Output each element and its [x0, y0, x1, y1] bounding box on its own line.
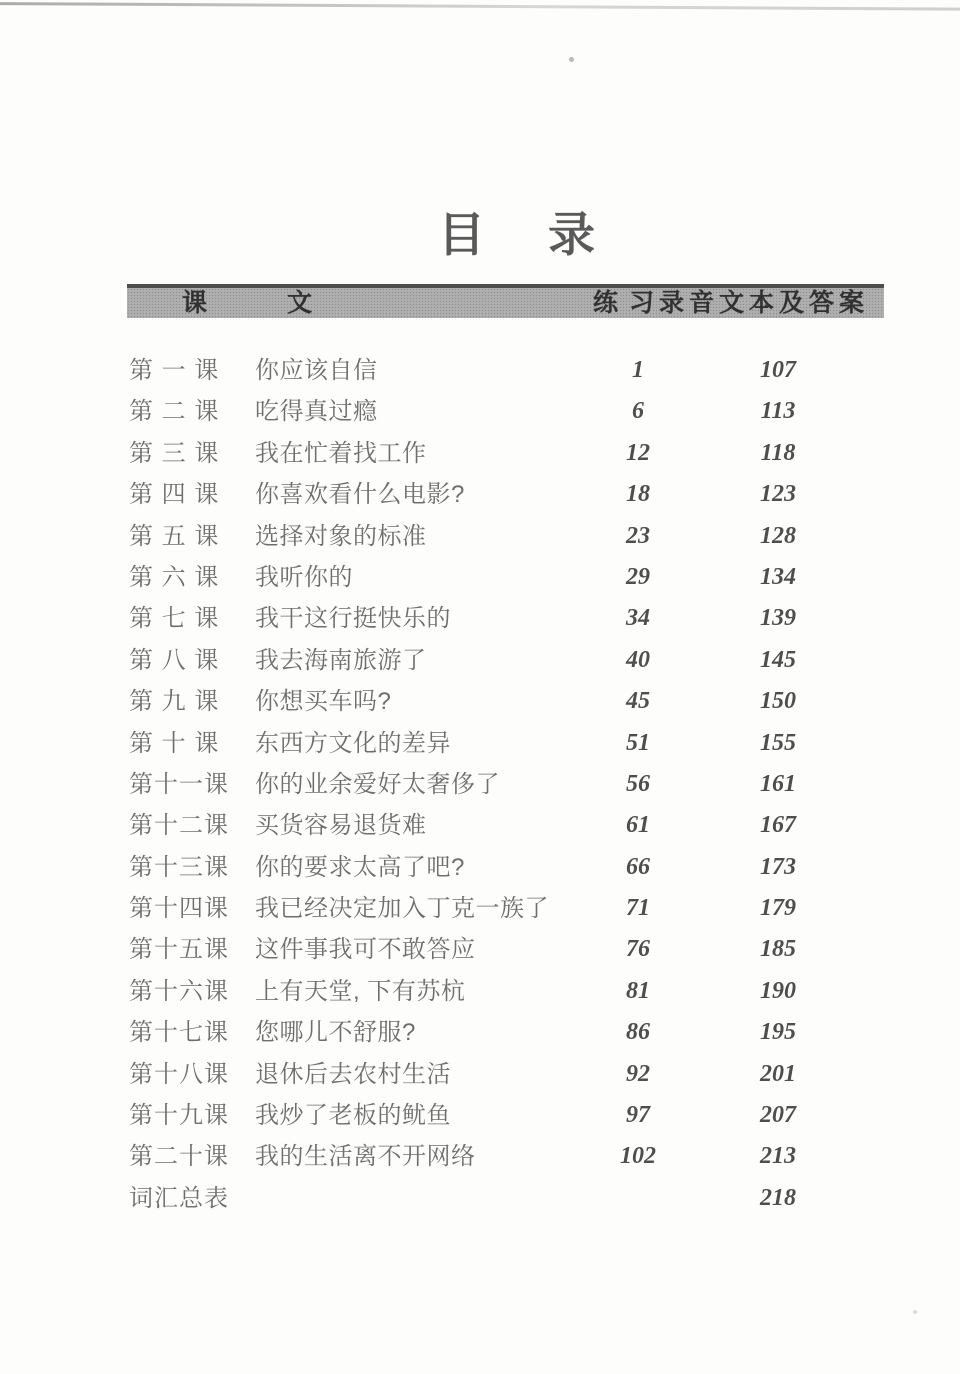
toc-row — [0, 516, 960, 557]
lesson-number: 第 九 课 — [129, 688, 220, 716]
toc-row — [0, 929, 960, 970]
toc-row — [0, 1054, 960, 1095]
toc-row — [0, 1012, 960, 1053]
lesson-title: 我在忙着找工作 — [255, 439, 427, 467]
recording-page-number: 113 — [760, 398, 796, 425]
scan-speck — [913, 1310, 917, 1314]
recording-page-number: 173 — [760, 853, 796, 880]
exercise-page-number: 97 — [626, 1102, 650, 1129]
header-text-label: 文 — [287, 289, 313, 317]
lesson-title: 我听你的 — [255, 563, 353, 591]
lesson-title: 您哪儿不舒服? — [255, 1019, 416, 1047]
exercise-page-number: 6 — [632, 398, 644, 425]
exercise-page-number: 92 — [626, 1060, 650, 1087]
exercise-page-number: 45 — [626, 688, 650, 715]
lesson-number: 第十三课 — [129, 853, 229, 881]
toc-header-bar — [127, 284, 884, 318]
recording-page-number: 218 — [760, 1184, 796, 1211]
recording-page-number: 139 — [760, 605, 796, 632]
lesson-number: 第十二课 — [129, 812, 229, 840]
lesson-number: 第二十课 — [129, 1143, 229, 1171]
toc-row — [0, 764, 960, 805]
lesson-number: 第十六课 — [129, 977, 229, 1005]
header-recording-label: 录音文本及答案 — [659, 289, 870, 317]
scan-edge-artifact — [0, 2, 960, 11]
toc-row — [0, 1095, 960, 1136]
exercise-page-number: 61 — [626, 812, 650, 839]
recording-page-number: 207 — [760, 1102, 796, 1129]
header-exercise-label: 练 习 — [593, 289, 656, 317]
lesson-number: 第十八课 — [129, 1060, 229, 1088]
toc-row — [0, 474, 960, 515]
recording-page-number: 107 — [760, 357, 796, 383]
recording-page-number: 179 — [760, 895, 796, 922]
recording-page-number: 155 — [760, 729, 796, 756]
exercise-page-number: 40 — [626, 646, 650, 673]
toc-row — [0, 805, 960, 846]
exercise-page-number: 51 — [626, 729, 650, 756]
toc-row — [0, 557, 960, 598]
recording-page-number: 150 — [760, 688, 796, 715]
lesson-title: 我的生活离不开网络 — [255, 1143, 476, 1171]
lesson-number: 第 六 课 — [129, 563, 220, 591]
recording-page-number: 161 — [760, 770, 796, 797]
lesson-number: 第十一课 — [129, 770, 229, 798]
exercise-page-number: 86 — [626, 1019, 650, 1046]
recording-page-number: 190 — [760, 977, 796, 1004]
lesson-number: 第十五课 — [129, 936, 229, 964]
lesson-title: 买货容易退货难 — [255, 812, 427, 840]
exercise-page-number: 1 — [632, 357, 644, 383]
recording-page-number: 213 — [760, 1143, 796, 1170]
lesson-title: 你的业余爱好太奢侈了 — [255, 770, 500, 798]
exercise-page-number: 23 — [626, 522, 650, 549]
page-title: 目 录 — [438, 208, 610, 261]
recording-page-number: 167 — [760, 812, 796, 839]
recording-page-number: 195 — [760, 1019, 796, 1046]
lesson-title: 我已经决定加入丁克一族了 — [255, 895, 549, 923]
lesson-title: 你想买车吗? — [255, 688, 392, 716]
lesson-number: 词汇总表 — [129, 1184, 229, 1212]
header-lesson-label: 课 — [182, 289, 208, 317]
lesson-title: 吃得真过瘾 — [255, 398, 378, 426]
lesson-number: 第 七 课 — [129, 605, 220, 633]
recording-page-number: 185 — [760, 936, 796, 963]
toc-row — [0, 971, 960, 1012]
toc-row — [0, 598, 960, 639]
lesson-number: 第十四课 — [129, 895, 229, 923]
exercise-page-number: 12 — [626, 439, 650, 466]
exercise-page-number: 76 — [626, 936, 650, 963]
lesson-title: 我去海南旅游了 — [255, 646, 427, 674]
lesson-number: 第 十 课 — [129, 729, 220, 757]
lesson-title: 你喜欢看什么电影? — [255, 481, 465, 509]
toc-row — [0, 681, 960, 722]
lesson-number: 第 五 课 — [129, 522, 220, 550]
lesson-title: 我干这行挺快乐的 — [255, 605, 451, 633]
lesson-title: 这件事我可不敢答应 — [255, 936, 476, 964]
lesson-number: 第 二 课 — [129, 398, 220, 426]
recording-page-number: 123 — [760, 481, 796, 508]
exercise-page-number: 56 — [626, 770, 650, 797]
toc-row — [0, 640, 960, 681]
exercise-page-number: 81 — [626, 977, 650, 1004]
lesson-title: 上有天堂, 下有苏杭 — [255, 977, 466, 1005]
toc-row — [0, 1136, 960, 1177]
recording-page-number: 201 — [760, 1060, 796, 1087]
lesson-title: 选择对象的标准 — [255, 522, 427, 550]
toc-row — [0, 1178, 960, 1219]
exercise-page-number: 34 — [626, 605, 650, 632]
toc-row — [0, 350, 960, 391]
exercise-page-number: 66 — [626, 853, 650, 880]
exercise-page-number: 18 — [626, 481, 650, 508]
recording-page-number: 128 — [760, 522, 796, 549]
lesson-title: 你应该自信 — [255, 357, 378, 384]
scan-speck — [569, 57, 574, 62]
recording-page-number: 118 — [760, 439, 796, 466]
exercise-page-number: 29 — [626, 563, 650, 590]
lesson-title: 你的要求太高了吧? — [255, 853, 465, 881]
lesson-number: 第 四 课 — [129, 481, 220, 509]
lesson-number: 第十七课 — [129, 1019, 229, 1047]
exercise-page-number: 102 — [620, 1143, 656, 1170]
lesson-number: 第 一 课 — [129, 357, 220, 384]
toc-rows — [0, 350, 960, 1219]
lesson-number: 第十九课 — [129, 1102, 229, 1130]
lesson-title: 我炒了老板的鱿鱼 — [255, 1102, 451, 1130]
toc-row — [0, 723, 960, 764]
lesson-number: 第 三 课 — [129, 439, 220, 467]
toc-row — [0, 433, 960, 474]
lesson-title: 东西方文化的差异 — [255, 729, 451, 757]
recording-page-number: 134 — [760, 563, 796, 590]
toc-row — [0, 391, 960, 432]
lesson-number: 第 八 课 — [129, 646, 220, 674]
lesson-title: 退休后去农村生活 — [255, 1060, 451, 1088]
toc-row — [0, 888, 960, 929]
exercise-page-number: 71 — [626, 895, 650, 922]
recording-page-number: 145 — [760, 646, 796, 673]
toc-row — [0, 847, 960, 888]
